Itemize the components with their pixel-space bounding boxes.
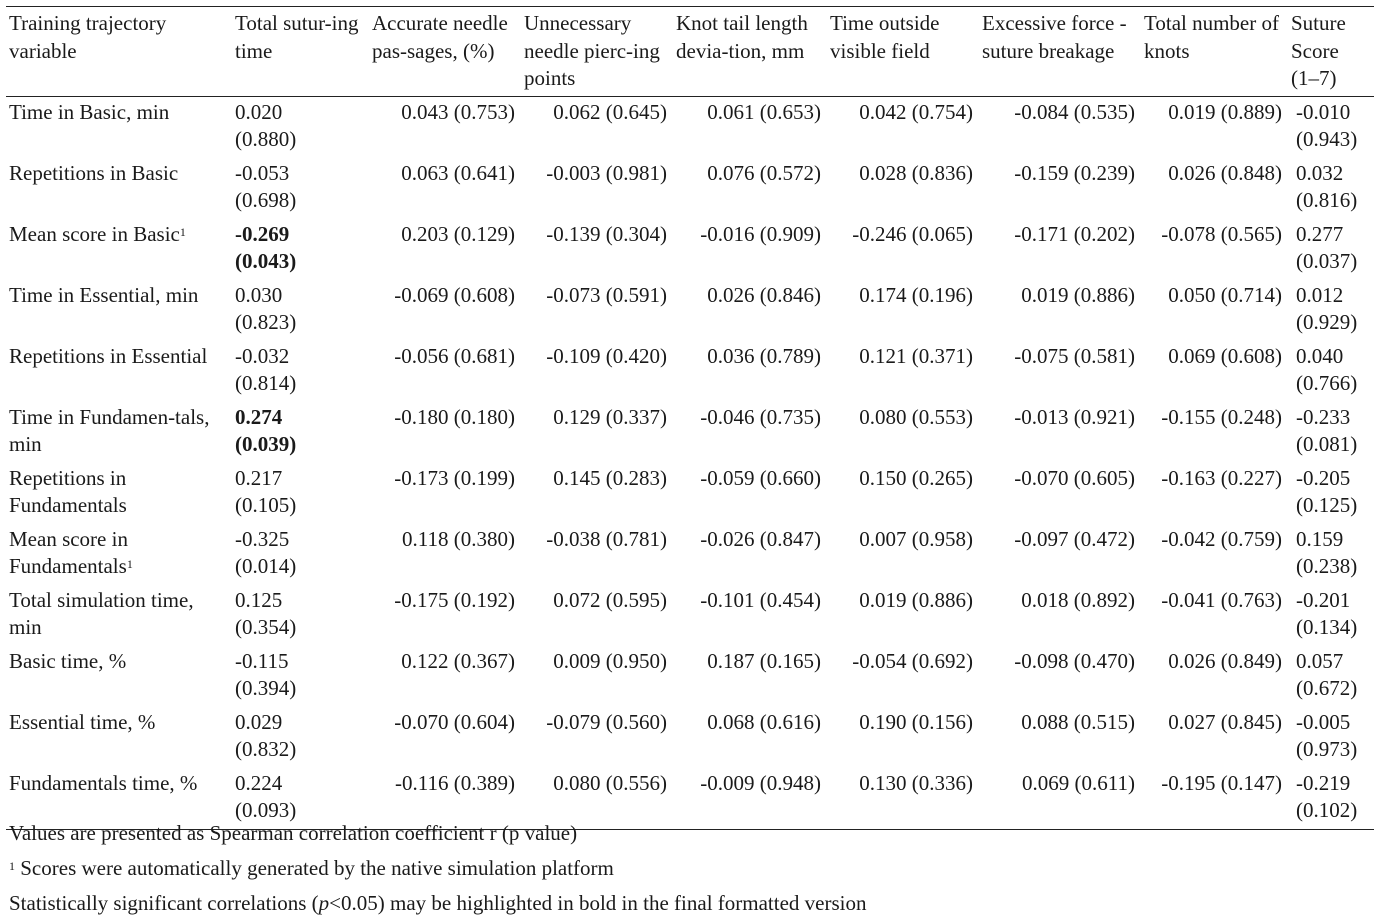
row-label-text: Essential time, %: [9, 709, 156, 734]
cell-p-value: (0.093): [235, 798, 297, 822]
cell-p-value: (0.766): [1296, 371, 1358, 395]
table-cell: 0.042 (0.754): [859, 99, 973, 124]
row-label: [6, 707, 232, 768]
table-cell: 0.018 (0.892): [1021, 587, 1135, 612]
table-cell: 0.203 (0.129): [401, 221, 515, 246]
table-row: [6, 219, 1374, 280]
cell-p-value: (0.043): [235, 249, 297, 273]
table-cell: -0.069 (0.608): [394, 282, 515, 307]
cell-suture-score: [1288, 402, 1374, 463]
note-significance-b: <0.05) may be highlighted in bold in the final formatted version: [329, 891, 867, 915]
header-cell: Time outside visible field: [827, 8, 979, 96]
table-cell: 0.050 (0.714): [1168, 282, 1282, 307]
table-cell: -0.180 (0.180): [394, 404, 515, 429]
table-cell: 0.150 (0.265): [859, 465, 973, 490]
table-cell: 0.145 (0.283): [553, 465, 667, 490]
cell-r-value: -0.325: [235, 526, 290, 551]
cell-r-value: -0.205: [1296, 465, 1351, 490]
table-cell: -0.116 (0.389): [369, 768, 521, 830]
table-row: [6, 96, 1374, 158]
row-label-text: Repetitions in Fundamentals: [9, 465, 127, 517]
cell-suture-score: [1288, 585, 1374, 646]
header-cell: Knot tail length devia-tion, mm: [673, 8, 827, 96]
table-cell: 0.063 (0.641): [401, 160, 515, 185]
cell-p-value: (0.238): [1296, 554, 1358, 578]
footnote-marker: 1: [9, 859, 15, 873]
table-cell: 0.076 (0.572): [707, 160, 821, 185]
note-scores-text: Scores were automatically generated by the native simulation platform: [15, 856, 614, 880]
header-row: [6, 8, 1374, 96]
row-label-text: Time in Basic, min: [9, 99, 170, 124]
cell-p-value: (0.037): [1296, 249, 1358, 273]
cell-r-value: 0.032: [1296, 160, 1344, 185]
row-label: [6, 585, 232, 646]
table-cell: 0.069 (0.608): [1168, 343, 1282, 368]
note-spearman: Values are presented as Spearman correlation coefficient r (p value): [9, 821, 578, 845]
table-cell: -0.016 (0.909): [700, 221, 821, 246]
cell-r-value: -0.269: [235, 221, 290, 246]
table-row: [6, 646, 1374, 707]
cell-p-value: (0.081): [1296, 432, 1358, 456]
row-label-text: Time in Essential, min: [9, 282, 199, 307]
table-cell: 0.088 (0.515): [1021, 709, 1135, 734]
cell-r-value: 0.020: [235, 99, 283, 124]
row-label-text: Mean score in Fundamentals: [9, 526, 128, 578]
table-cell: 0.027 (0.845): [1168, 709, 1282, 734]
cell-r-value: 0.040: [1296, 343, 1344, 368]
table-cell: -0.097 (0.472): [1014, 526, 1135, 551]
table-cell: -0.075 (0.581): [1014, 343, 1135, 368]
table-body: [6, 96, 1374, 829]
cell-p-value: (0.929): [1296, 310, 1358, 334]
cell-total-suturing-time: [232, 524, 369, 585]
cell-p-value: (0.943): [1296, 127, 1358, 151]
header-cell: Total sutur-ing time: [232, 8, 369, 96]
cell-r-value: 0.012: [1296, 282, 1344, 307]
row-label-text: Mean score in Basic: [9, 221, 180, 246]
cell-p-value: (0.394): [235, 676, 297, 700]
cell-r-value: -0.005: [1296, 709, 1351, 734]
cell-total-suturing-time: [232, 96, 369, 158]
cell-p-value: (0.354): [235, 615, 297, 639]
header-cell: Unnecessary needle pierc-ing points: [521, 8, 673, 96]
table-row: [6, 158, 1374, 219]
table-cell: 0.026 (0.848): [1168, 160, 1282, 185]
cell-p-value: (0.134): [1296, 615, 1358, 639]
row-label: [6, 402, 232, 463]
cell-suture-score: [1288, 158, 1374, 219]
table-cell: 0.009 (0.950): [553, 648, 667, 673]
row-label-text: Basic time, %: [9, 648, 127, 673]
row-label: [6, 219, 232, 280]
table-cell: 0.061 (0.653): [707, 99, 821, 124]
table-top-rule: [6, 6, 1374, 7]
table-cell: 0.043 (0.753): [401, 99, 515, 124]
cell-total-suturing-time: [232, 341, 369, 402]
row-label: [6, 341, 232, 402]
cell-total-suturing-time: [232, 463, 369, 524]
table-cell: 0.190 (0.156): [859, 709, 973, 734]
table-row: [6, 341, 1374, 402]
table-row: [6, 524, 1374, 585]
table-cell: -0.041 (0.763): [1161, 587, 1282, 612]
table-header: [6, 8, 1374, 96]
header-cell: Excessive force - suture breakage: [979, 8, 1141, 96]
cell-p-value: (0.014): [235, 554, 297, 578]
table-cell: -0.070 (0.605): [1014, 465, 1135, 490]
table-cell: 0.019 (0.889): [1168, 99, 1282, 124]
table-cell: -0.155 (0.248): [1161, 404, 1282, 429]
table-cell: -0.139 (0.304): [546, 221, 667, 246]
table-row: [6, 707, 1374, 768]
table-cell: -0.159 (0.239): [1014, 160, 1135, 185]
table-row: [6, 280, 1374, 341]
table-cell: 0.072 (0.595): [553, 587, 667, 612]
correlation-table: [6, 8, 1374, 830]
cell-total-suturing-time: [232, 402, 369, 463]
cell-r-value: 0.224: [235, 770, 283, 795]
table-cell: -0.013 (0.921): [1014, 404, 1135, 429]
table-cell: -0.026 (0.847): [700, 526, 821, 551]
table-cell: 0.121 (0.371): [859, 343, 973, 368]
cell-r-value: 0.217: [235, 465, 283, 490]
note-significance-a: Statistically significant correlations (: [9, 891, 319, 915]
table-cell: -0.079 (0.560): [546, 709, 667, 734]
table-notes: [9, 816, 867, 921]
cell-suture-score: [1288, 280, 1374, 341]
table-cell: 0.129 (0.337): [553, 404, 667, 429]
cell-suture-score: [1288, 646, 1374, 707]
cell-r-value: 0.274: [235, 404, 283, 429]
cell-r-value: 0.159: [1296, 526, 1344, 551]
cell-suture-score: [1288, 524, 1374, 585]
cell-r-value: -0.233: [1296, 404, 1351, 429]
cell-r-value: 0.277: [1296, 221, 1344, 246]
row-label-text: Time in Fundamen-tals, min: [9, 404, 210, 456]
table-cell: -0.056 (0.681): [394, 343, 515, 368]
table-cell: -0.101 (0.454): [700, 587, 821, 612]
cell-r-value: -0.201: [1296, 587, 1351, 612]
table-cell: 0.062 (0.645): [553, 99, 667, 124]
table-cell: 0.026 (0.849): [1168, 648, 1282, 673]
cell-suture-score: [1288, 96, 1374, 158]
cell-r-value: 0.057: [1296, 648, 1344, 673]
table-cell: -0.003 (0.981): [546, 160, 667, 185]
table-row: [6, 402, 1374, 463]
note-p-symbol: p: [318, 891, 330, 915]
note-significance: [9, 886, 867, 921]
header-cell: Suture Score (1–7): [1288, 8, 1374, 96]
cell-total-suturing-time: [232, 158, 369, 219]
cell-p-value: (0.973): [1296, 737, 1358, 761]
table-cell: -0.059 (0.660): [700, 465, 821, 490]
cell-r-value: -0.115: [235, 648, 289, 673]
table-cell: -0.246 (0.065): [852, 221, 973, 246]
table-cell: 0.080 (0.553): [859, 404, 973, 429]
cell-p-value: (0.039): [235, 432, 297, 456]
table-cell: -0.195 (0.147): [1141, 768, 1288, 830]
table-cell: -0.054 (0.692): [852, 648, 973, 673]
cell-suture-score: [1288, 707, 1374, 768]
table-cell: 0.026 (0.846): [707, 282, 821, 307]
cell-r-value: -0.010: [1296, 99, 1351, 124]
row-label: [6, 158, 232, 219]
cell-r-value: -0.053: [235, 160, 290, 185]
header-cell: Total number of knots: [1141, 8, 1288, 96]
cell-total-suturing-time: [232, 646, 369, 707]
table-row: [6, 585, 1374, 646]
table-cell: 0.036 (0.789): [707, 343, 821, 368]
cell-r-value: 0.030: [235, 282, 283, 307]
table-cell: 0.130 (0.336): [827, 768, 979, 830]
cell-p-value: (0.823): [235, 310, 297, 334]
cell-p-value: (0.102): [1296, 798, 1358, 822]
cell-suture-score: [1288, 219, 1374, 280]
row-label: [6, 96, 232, 158]
table-cell: -0.078 (0.565): [1161, 221, 1282, 246]
table-cell: -0.073 (0.591): [546, 282, 667, 307]
row-label-text: Total simulation time, min: [9, 587, 194, 639]
table-cell: 0.019 (0.886): [1021, 282, 1135, 307]
cell-total-suturing-time: [232, 707, 369, 768]
row-label: [6, 463, 232, 524]
table-cell: 0.187 (0.165): [707, 648, 821, 673]
cell-suture-score: [1288, 341, 1374, 402]
table-cell: -0.042 (0.759): [1161, 526, 1282, 551]
cell-p-value: (0.698): [235, 188, 297, 212]
table-cell: 0.080 (0.556): [521, 768, 673, 830]
table-cell: 0.174 (0.196): [859, 282, 973, 307]
row-label: [6, 280, 232, 341]
table-cell: -0.046 (0.735): [700, 404, 821, 429]
table-cell: -0.175 (0.192): [394, 587, 515, 612]
table-cell: 0.028 (0.836): [859, 160, 973, 185]
table-row: [6, 463, 1374, 524]
row-label-text: Fundamentals time, %: [9, 770, 198, 795]
cell-p-value: (0.832): [235, 737, 297, 761]
cell-total-suturing-time: [232, 219, 369, 280]
cell-suture-score: [1288, 463, 1374, 524]
table-cell: 0.118 (0.380): [402, 526, 515, 551]
table-cell: 0.069 (0.611): [979, 768, 1141, 830]
table-cell: -0.109 (0.420): [546, 343, 667, 368]
table-cell: -0.098 (0.470): [1014, 648, 1135, 673]
row-label-text: Repetitions in Basic: [9, 160, 179, 185]
header-cell: Training trajectory variable: [6, 8, 232, 96]
cell-p-value: (0.816): [1296, 188, 1358, 212]
table-cell: 0.068 (0.616): [707, 709, 821, 734]
table-cell: 0.019 (0.886): [859, 587, 973, 612]
cell-r-value: 0.125: [235, 587, 283, 612]
row-label-text: Repetitions in Essential: [9, 343, 208, 368]
cell-r-value: -0.032: [235, 343, 290, 368]
row-label: [6, 646, 232, 707]
cell-p-value: (0.125): [1296, 493, 1358, 517]
cell-p-value: (0.105): [235, 493, 297, 517]
table-cell: -0.070 (0.604): [394, 709, 515, 734]
cell-p-value: (0.880): [235, 127, 297, 151]
table-cell: -0.171 (0.202): [1014, 221, 1135, 246]
row-label: [6, 524, 232, 585]
cell-total-suturing-time: [232, 585, 369, 646]
footnote-marker: 1: [126, 557, 133, 571]
table-cell: -0.038 (0.781): [546, 526, 667, 551]
table-cell: -0.084 (0.535): [1014, 99, 1135, 124]
table-cell: -0.173 (0.199): [394, 465, 515, 490]
cell-total-suturing-time: [232, 280, 369, 341]
note-scores: [9, 851, 867, 886]
table-cell: -0.009 (0.948): [673, 768, 827, 830]
cell-suture-score: [1288, 768, 1374, 830]
cell-p-value: (0.814): [235, 371, 297, 395]
table-cell: 0.122 (0.367): [401, 648, 515, 673]
cell-r-value: -0.219: [1296, 770, 1351, 795]
footnote-marker: 1: [179, 224, 186, 239]
header-cell: Accurate needle pas-sages, (%): [369, 8, 521, 96]
table-cell: 0.007 (0.958): [859, 526, 973, 551]
table-cell: -0.163 (0.227): [1161, 465, 1282, 490]
cell-p-value: (0.672): [1296, 676, 1358, 700]
cell-r-value: 0.029: [235, 709, 283, 734]
